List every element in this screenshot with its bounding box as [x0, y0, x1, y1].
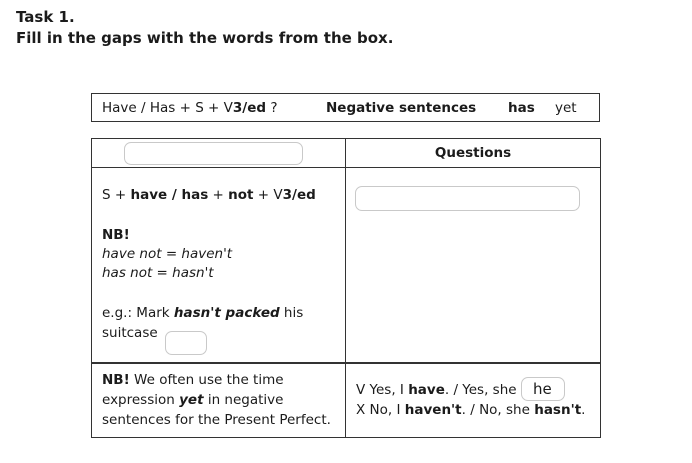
negative-formula: S + have / has + not + V3/ed — [102, 187, 316, 203]
example-line-1: e.g.: Mark hasn't packed his — [102, 305, 304, 321]
table-divider-footer — [92, 362, 600, 364]
answer-no: X No, I haven't. / No, she hasn't. — [356, 402, 586, 418]
word-box-negative-sentences[interactable]: Negative sentences — [326, 100, 477, 116]
table-divider-vertical — [345, 139, 346, 437]
nb-label: NB! — [102, 227, 130, 243]
nb-contraction-has: has not = hasn't — [102, 265, 214, 281]
example-line-2: suitcase — [102, 325, 158, 341]
gap-answer-input[interactable]: he — [521, 377, 565, 401]
word-box — [91, 93, 600, 122]
note-yet: NB! We often use the time expression yet in negative sentences for the Present Perfect. — [102, 372, 331, 428]
questions-header: Questions — [434, 145, 512, 161]
answer-yes: V Yes, I have. / Yes, she — [356, 382, 517, 398]
gap-questions-input[interactable] — [355, 186, 580, 211]
table-divider-header — [92, 167, 600, 168]
task-instruction: Fill in the gaps with the words from the box. — [16, 29, 394, 47]
word-box-yet[interactable]: yet — [555, 100, 577, 116]
task-title: Task 1. — [16, 8, 75, 26]
gap-header-input[interactable] — [124, 142, 303, 165]
nb-contraction-have: have not = haven't — [102, 246, 233, 262]
gap-example-input[interactable] — [165, 331, 207, 355]
word-box-formula: Have / Has + S + V3/ed ? — [102, 100, 278, 116]
word-box-has[interactable]: has — [508, 100, 535, 116]
grammar-table — [91, 138, 601, 438]
